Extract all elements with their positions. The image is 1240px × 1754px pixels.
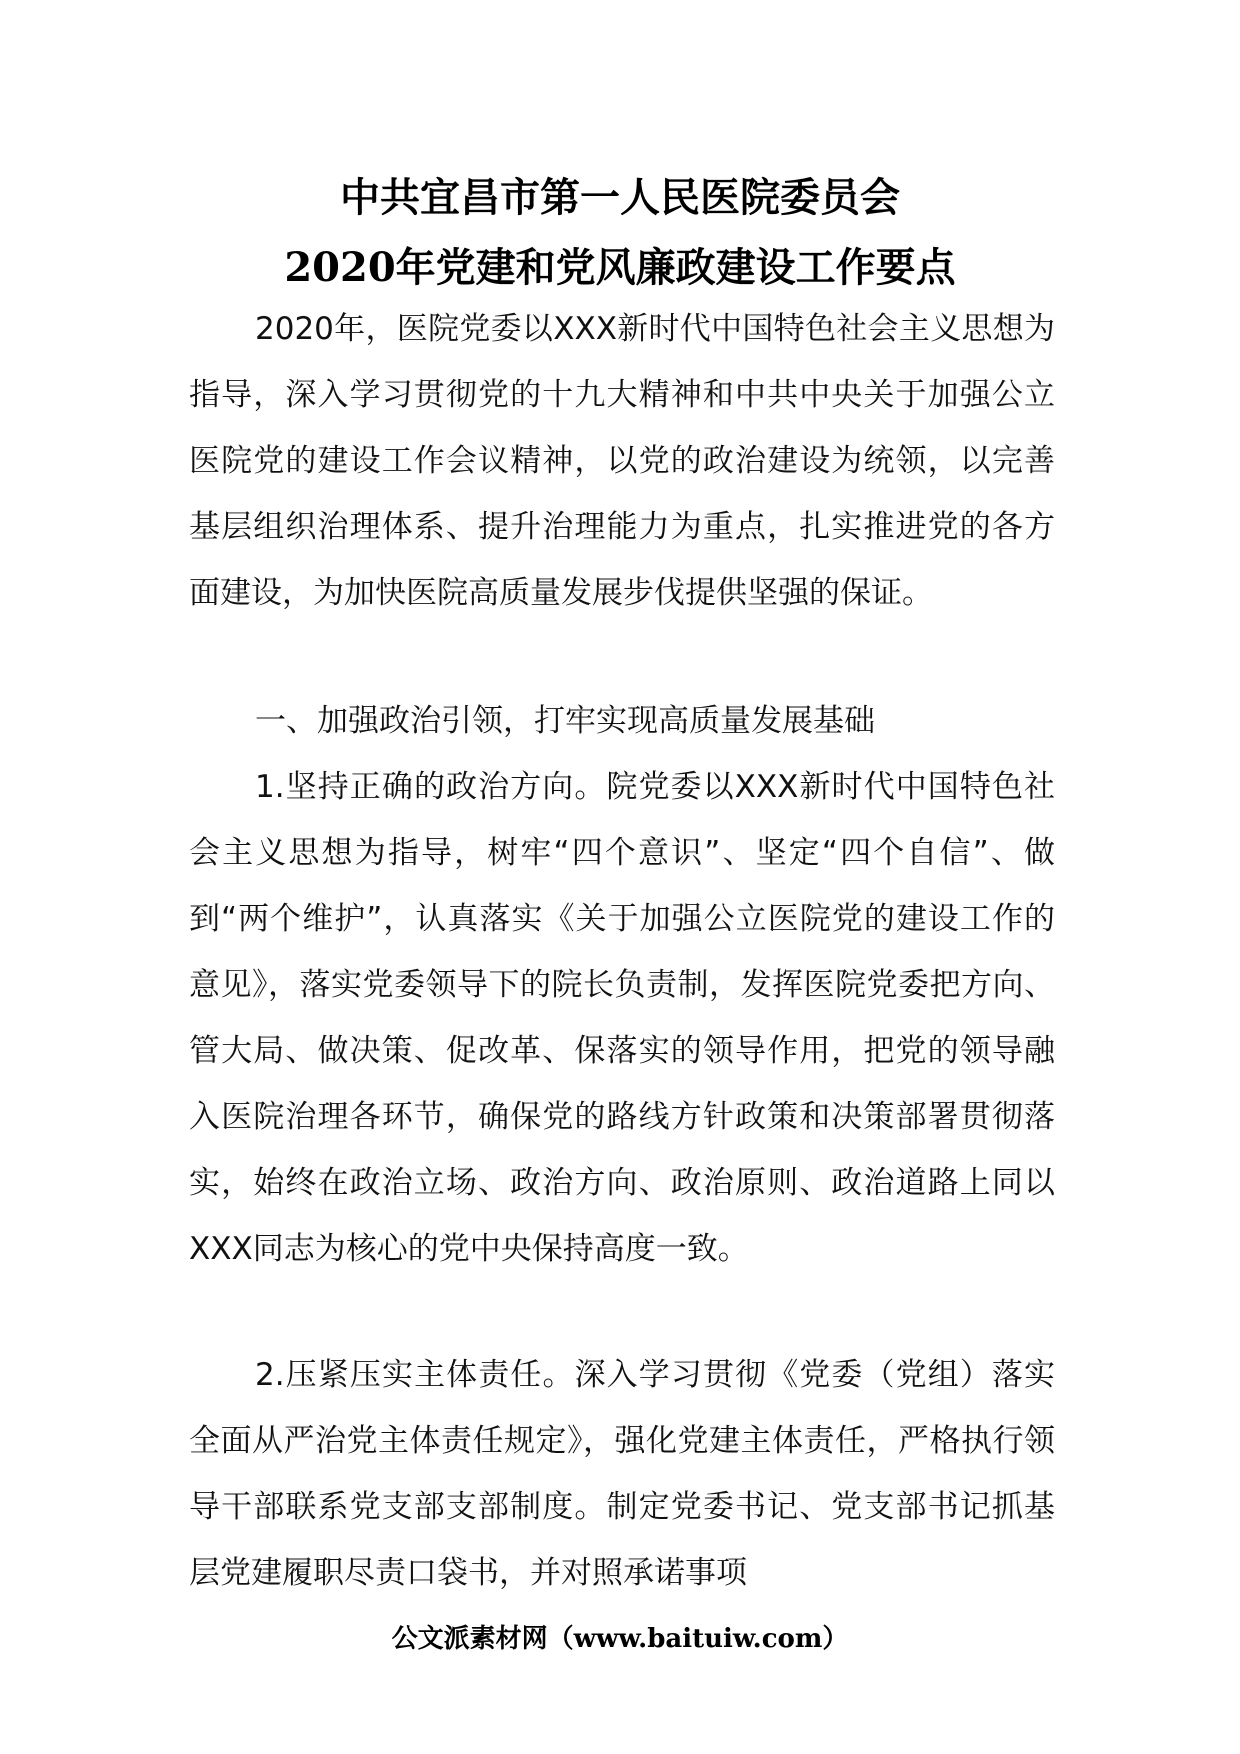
item-paragraph-1: 1.坚持正确的政治方向。院党委以XXX新时代中国特色社会主义思想为指导，树牢“四个意识”、坚定“四个自信”、做到“两个维护”，认真落实《关于加强公立医院党的建设工作的意见》，落实党委领导下的院长负责制，发挥医院党委把方向、管大局、做决策、促改革、保落实的领导作用，把党的领导融入医院治理各环节，确保党的路线方针政策和决策部署贯彻落实，始终在政治立场、政治方向、政治原则、政治道路上同以XXX同志为核心的党中央保持高度一致。: [189, 769, 1055, 1267]
item-paragraph-2: 2.压紧压实主体责任。深入学习贯彻《党委（党组）落实全面从严治党主体责任规定》，强化党建主体责任，严格执行领导干部联系党支部支部制度。制定党委书记、党支部书记抓基层党建履职尽责口袋书，并对照承诺事项: [189, 1357, 1055, 1591]
document-title-line1: 中共宜昌市第一人民医院委员会: [340, 174, 900, 221]
intro-paragraph: 2020年，医院党委以XXX新时代中国特色社会主义思想为指导，深入学习贯彻党的十九大精神和中共中央关于加强公立医院党的建设工作会议精神，以党的政治建设为统领，以完善基层组织治理体系、提升治理能力为重点，扎实推进党的各方面建设，为加快医院高质量发展步伐提供坚强的保证。: [189, 311, 1055, 611]
section-heading: 一、加强政治引领，打牢实现高质量发展基础: [255, 703, 875, 739]
footer-watermark: 公文派素材网（www.baituiw.com）: [391, 1624, 849, 1654]
document-title-line2: 2020年党建和党风廉政建设工作要点: [284, 244, 956, 291]
